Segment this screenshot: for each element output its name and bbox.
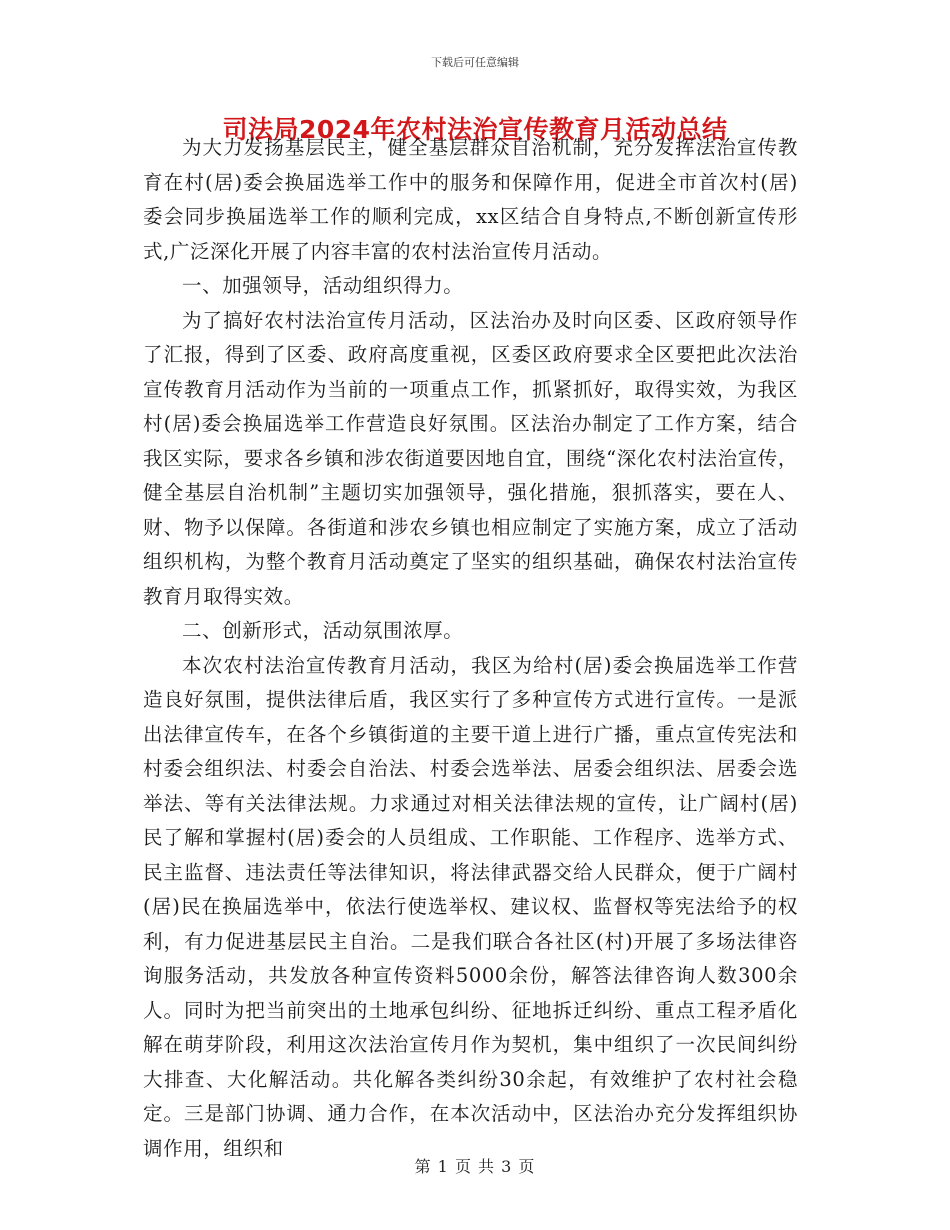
section-heading: 一、加强领导，活动组织得力。 [182, 274, 464, 297]
document-body [143, 131, 798, 1166]
page-number-footer: 第 1 页 共 3 页 [414, 1157, 536, 1176]
body-paragraph: 本次农村法治宣传教育月活动，我区为给村(居)委会换届选举工作营造良好氛围，提供法律后盾，我区实行了多种宣传方式进行宣传。一是派出法律宣传车，在各个乡镇街道的主要干道上进行广播，重点宣传宪法和村委会组织法、村委会自治法、村委会选举法、居委会组织法、居委会选举法、等有关法律法规。力求通过对相关法律法规的宣传，让广阔村(居)民了解和掌握村(居)委会的人员组成、工作职能、工作程序、选举方式、民主监督、违法责任等法律知识，将法律武器交给人民群众，便于广阔村(居)民在换届选举中，依法行使选举权、建议权、监督权等宪法给予的权利，有力促进基层民主自治。二是我们联合各社区(村)开展了多场法律咨询服务活动，共发放各种宣传资料5000余份，解答法律咨询人数300余人。同时为把当前突出的土地承包纠纷、征地拆迁纠纷、重点工程矛盾化解在萌芽阶段，利用这次法治宣传月作为契机，集中组织了一次民间纠纷大排查、大化解活动。共化解各类纠纷30余起，有效维护了农村社会稳定。三是部门协调、通力合作，在本次活动中，区法治办充分发挥组织协调作用，组织和 [143, 653, 798, 1160]
page-header-note: 下载后可任意编辑 [431, 56, 519, 69]
section-heading: 二、创新形式，活动氛围浓厚。 [182, 619, 464, 642]
document-title: 司法局2024年农村法治宣传教育月活动总结 [222, 115, 728, 144]
body-paragraph: 为大力发扬基层民主，健全基层群众自治机制，充分发挥法治宣传教育在村(居)委会换届选举工作中的服务和保障作用，促进全市首次村(居)委会同步换届选举工作的顺利完成，xx区结合自身特点,不断创新宣传形式,广泛深化开展了内容丰富的农村法治宣传月活动。 [143, 136, 798, 263]
body-paragraph: 为了搞好农村法治宣传月活动，区法治办及时向区委、区政府领导作了汇报，得到了区委、政府高度重视，区委区政府要求全区要把此次法治宣传教育月活动作为当前的一项重点工作，抓紧抓好，取得实效，为我区村(居)委会换届选举工作营造良好氛围。区法治办制定了工作方案，结合我区实际，要求各乡镇和涉农街道要因地自宜，围绕“深化农村法治宣传，健全基层自治机制”主题切实加强领导，强化措施，狠抓落实，要在人、财、物予以保障。各街道和涉农乡镇也相应制定了实施方案，成立了活动组织机构，为整个教育月活动奠定了坚实的组织基础，确保农村法治宣传教育月取得实效。 [143, 308, 798, 608]
